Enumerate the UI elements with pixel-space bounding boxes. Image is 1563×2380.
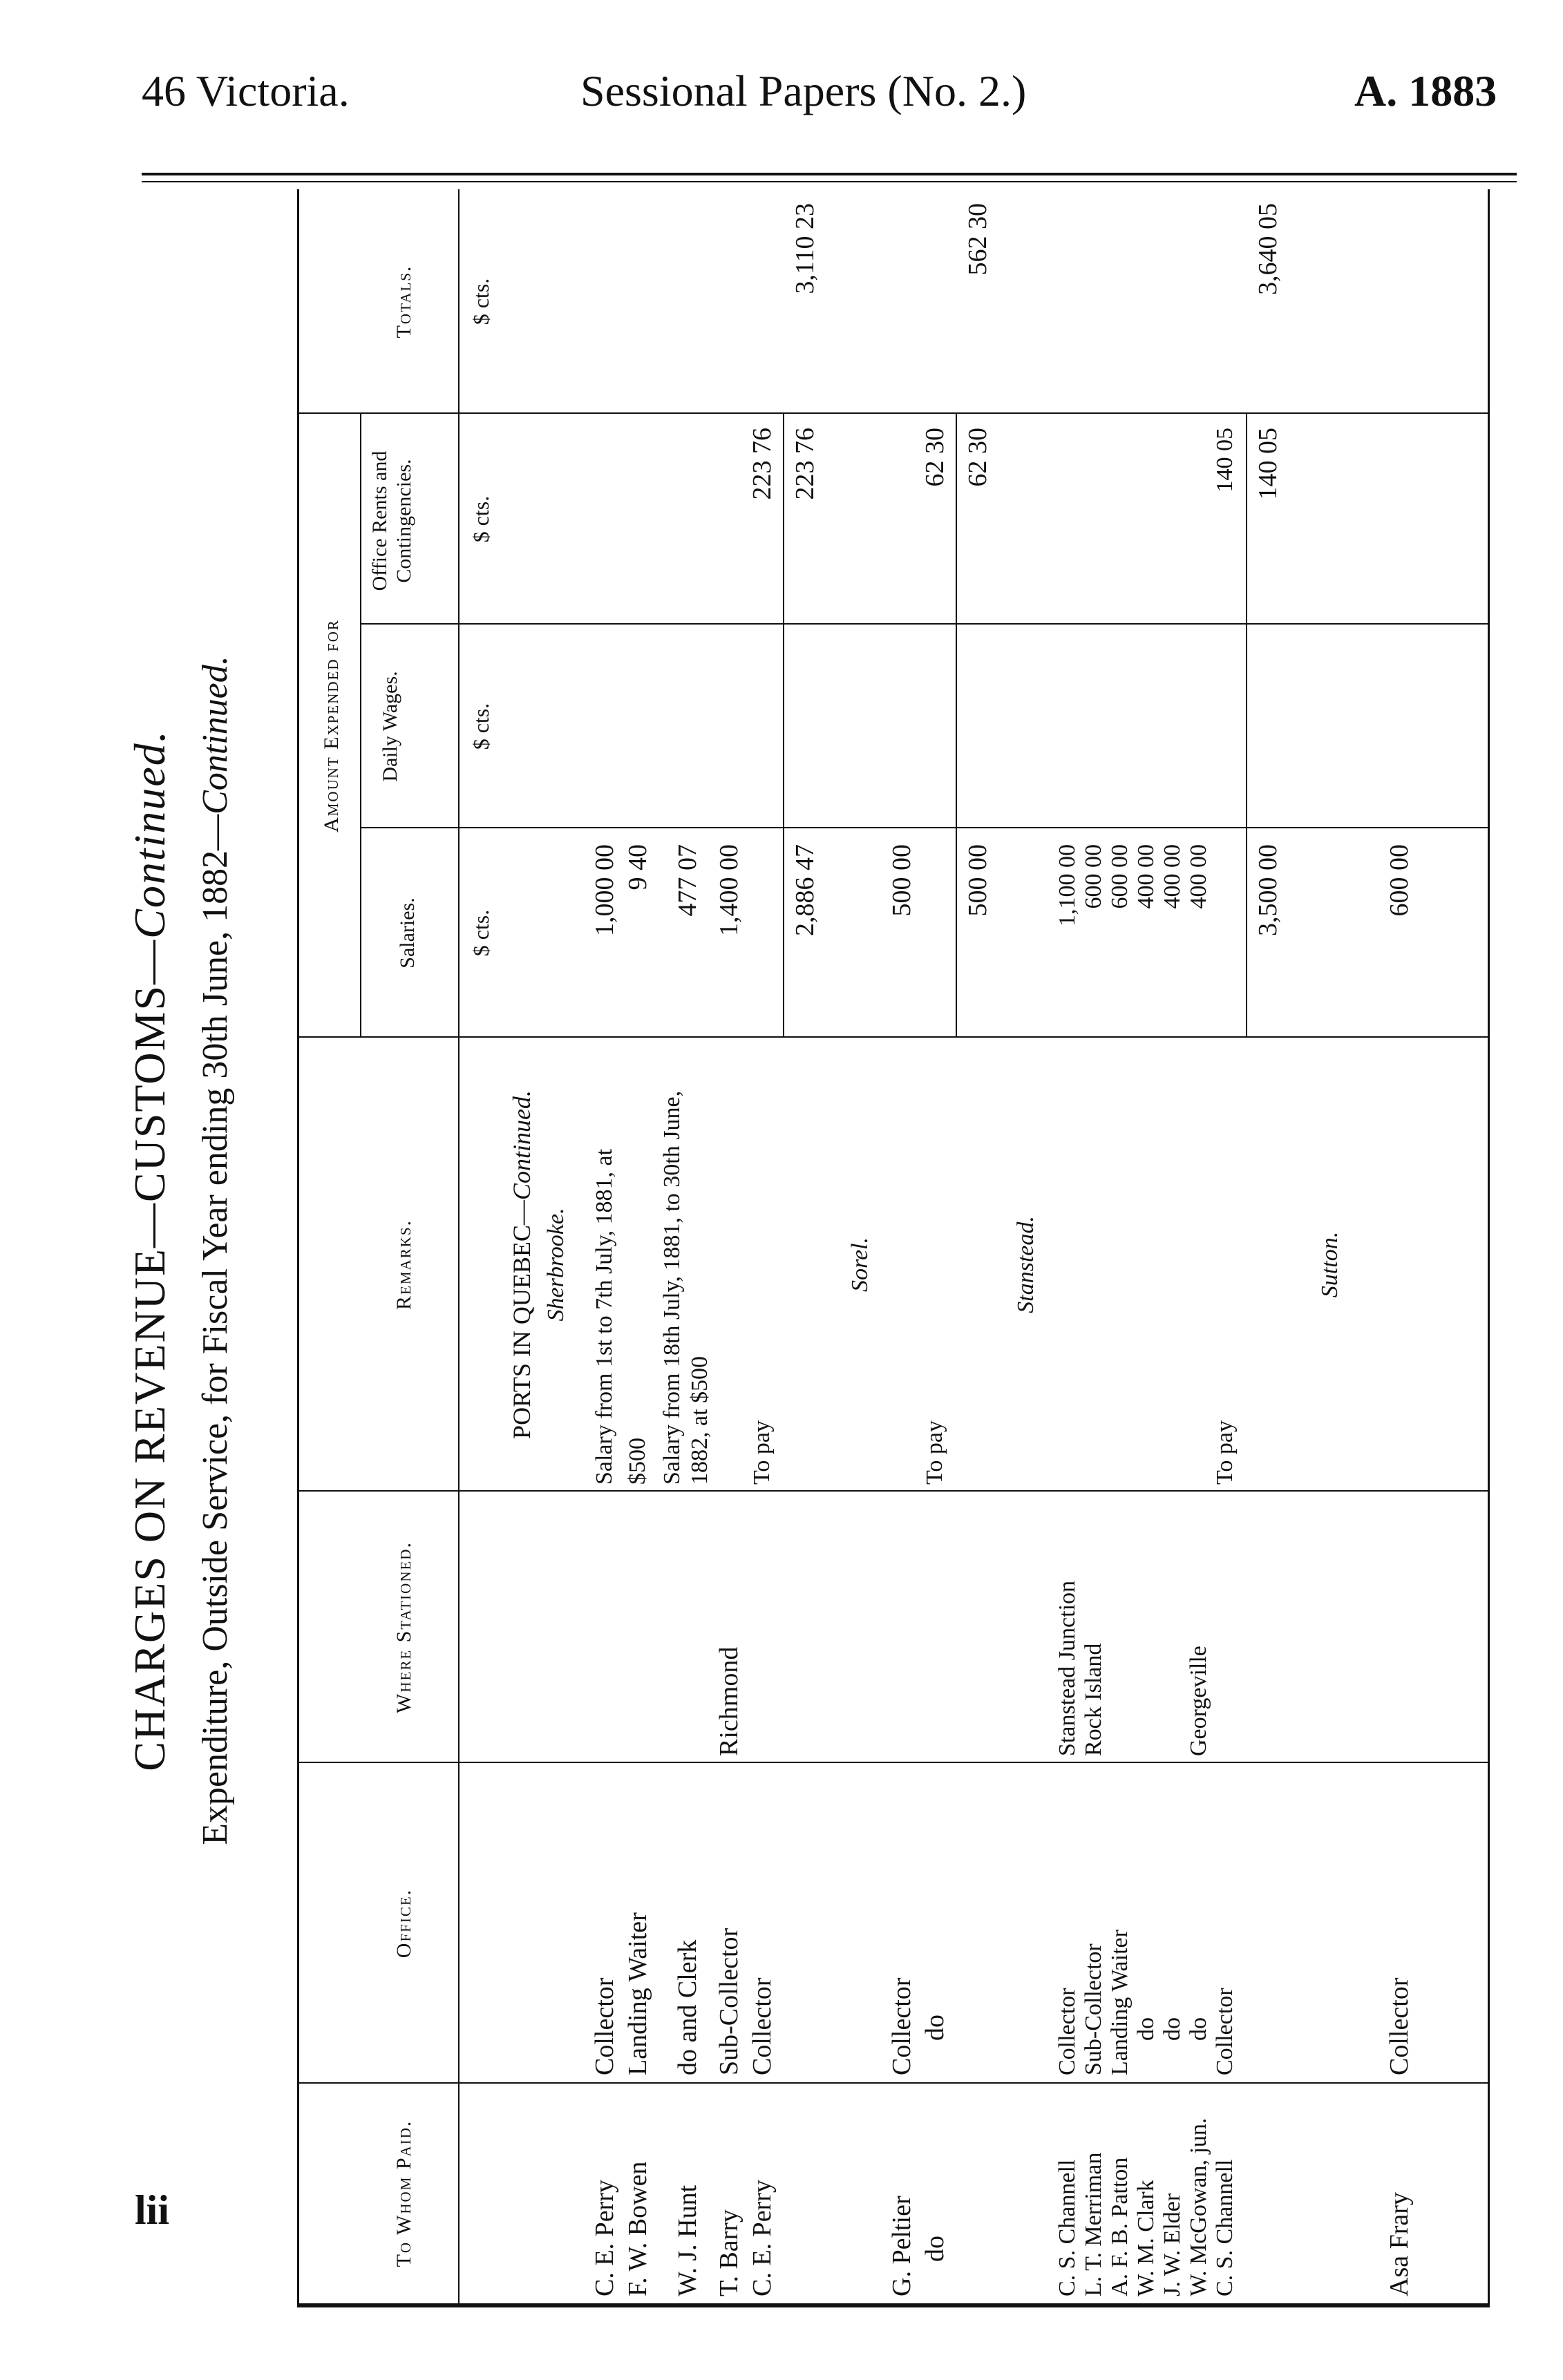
header-rule xyxy=(142,173,1517,175)
remarks: To pay xyxy=(749,1420,775,1485)
header-rule-thin xyxy=(142,181,1517,182)
rent-amount: 223 76 xyxy=(748,428,777,500)
salary-amount: 500 00 xyxy=(887,844,916,917)
paid-to: C. E. Perry xyxy=(590,2180,619,2296)
office: Collector xyxy=(887,1977,916,2075)
table-subtitle: Expenditure, Outside Service, for Fiscal Year ending 30th June, 1882—Continued. xyxy=(196,656,235,1845)
port-total: 562 30 xyxy=(963,203,992,276)
where-stationed: Richmond xyxy=(714,1646,743,1756)
subtotal-rents: 140 05 xyxy=(1253,428,1282,500)
paid-to: T. Barry xyxy=(714,2209,743,2296)
col-divider xyxy=(299,2082,1488,2084)
salary-amount: 1,400 00 xyxy=(714,844,743,936)
table-titles xyxy=(111,193,276,2307)
title-continued: Continued. xyxy=(125,730,174,939)
amount-header-divider xyxy=(360,414,361,1038)
col-header-where-stationed: Where Stationed. xyxy=(392,1541,415,1713)
paid-to: W. M. Clark xyxy=(1133,2180,1159,2296)
subtotal-salaries: 500 00 xyxy=(963,844,992,917)
office: Collector xyxy=(748,1977,777,2075)
subtotal-rule xyxy=(956,414,957,1038)
unit-daily-wages: $ cts. xyxy=(468,703,493,750)
office: Collector xyxy=(590,1977,619,2075)
paid-to: C. S. Channell xyxy=(1054,2159,1080,2296)
office: Sub-Collector xyxy=(1081,1943,1106,2075)
rent-amount: 62 30 xyxy=(920,428,949,487)
port-name-sherbrooke: Sherbrooke. xyxy=(543,1208,569,1322)
running-head xyxy=(0,66,1563,149)
running-head-center: Sessional Papers (No. 2.) xyxy=(580,66,1027,115)
office: Collector xyxy=(1054,1988,1080,2075)
rotated-table-page xyxy=(111,193,1520,2307)
paid-to: C. E. Perry xyxy=(748,2180,777,2296)
col-header-salaries: Salaries. xyxy=(396,897,419,969)
subtotal-rents: 223 76 xyxy=(790,428,820,500)
paid-to: C. S. Channell xyxy=(1212,2159,1238,2296)
table-title: CHARGES ON REVENUE—CUSTOMS—Continued. xyxy=(125,730,174,1771)
salary-amount: 1,100 00 xyxy=(1054,844,1080,926)
salary-amount: 600 00 xyxy=(1107,844,1133,909)
subtotal-salaries: 3,500 00 xyxy=(1253,844,1282,936)
paid-to: J. W. Elder xyxy=(1159,2193,1185,2296)
salary-amount: 477 07 xyxy=(673,844,702,917)
subtotal-rents: 62 30 xyxy=(963,428,992,487)
col-divider xyxy=(299,1490,1488,1492)
office: Landing Waiter xyxy=(1107,1930,1133,2075)
col-header-to-whom-paid: To Whom Paid. xyxy=(392,2120,415,2267)
paid-to: L. T. Merriman xyxy=(1081,2152,1106,2296)
port-name-sutton: Sutton. xyxy=(1317,1231,1343,1298)
where-stationed: Georgeville xyxy=(1186,1646,1211,1756)
col-divider xyxy=(299,1762,1488,1763)
col-header-amount-expended: Amount Expended for xyxy=(320,619,343,832)
unit-totals: $ cts. xyxy=(468,278,493,325)
port-total: 3,640 05 xyxy=(1253,203,1282,295)
office: Sub-Collector xyxy=(714,1927,743,2075)
col-divider xyxy=(360,827,1488,828)
office: do xyxy=(920,2015,949,2041)
col-header-daily-wages: Daily Wages. xyxy=(379,671,401,782)
paid-to: F. W. Bowen xyxy=(623,2161,652,2296)
salary-amount: 600 00 xyxy=(1385,844,1414,917)
page-folio: lii xyxy=(135,2187,170,2233)
remarks: Salary from 1st to 7th July, 1881, at xyxy=(591,1148,617,1485)
office: Collector xyxy=(1385,1977,1414,2075)
expenditure-table xyxy=(297,189,1490,2307)
running-head-left: 46 Victoria. xyxy=(142,66,350,115)
salary-amount: 400 00 xyxy=(1186,844,1211,909)
salary-amount: 600 00 xyxy=(1081,844,1106,909)
office: do xyxy=(1159,2017,1185,2041)
salary-amount: 400 00 xyxy=(1133,844,1159,909)
paid-to: W. J. Hunt xyxy=(673,2184,702,2296)
paid-to: W. McGowan, jun. xyxy=(1186,2117,1211,2296)
salary-amount: 400 00 xyxy=(1159,844,1185,909)
remarks: Salary from 18th July, 1881, to 30th June, 1882, at $500 xyxy=(659,1090,712,1485)
where-stationed: Rock Island xyxy=(1081,1643,1106,1756)
port-name-stanstead: Stanstead. xyxy=(1013,1216,1039,1313)
remarks: To pay xyxy=(922,1420,947,1485)
paid-to: A. F. B. Patton xyxy=(1107,2157,1133,2296)
office: do xyxy=(1186,2017,1211,2041)
header-divider xyxy=(458,189,460,2303)
paid-to: do xyxy=(920,2236,949,2262)
office: do xyxy=(1133,2017,1159,2041)
unit-salaries: $ cts. xyxy=(468,909,493,957)
remarks: To pay xyxy=(1212,1420,1238,1485)
paid-to: Asa Frary xyxy=(1385,2192,1414,2296)
rent-amount: 140 05 xyxy=(1212,428,1238,493)
paid-to: G. Peltier xyxy=(887,2196,916,2296)
subtotal-rule xyxy=(1246,414,1247,1038)
office: Landing Waiter xyxy=(623,1912,652,2075)
unit-office-rents: $ cts. xyxy=(468,495,493,543)
remarks: $500 xyxy=(625,1438,650,1485)
subtitle-continued: Continued. xyxy=(196,656,235,815)
subtotal-rule xyxy=(783,414,784,1038)
running-head-right: A. 1883 xyxy=(1354,66,1497,115)
col-header-office: Office. xyxy=(392,1888,415,1959)
office: Collector xyxy=(1212,1988,1238,2075)
office: do and Clerk xyxy=(673,1939,702,2075)
col-header-totals: Totals. xyxy=(392,265,415,339)
salary-amount: 1,000 00 xyxy=(590,844,619,936)
salary-amount: 9 40 xyxy=(623,844,652,891)
col-header-office-rents: Office Rents and Contingencies. xyxy=(368,450,415,591)
port-name-sorel: Sorel. xyxy=(847,1237,873,1293)
port-total: 3,110 23 xyxy=(790,203,820,294)
col-header-remarks: Remarks. xyxy=(392,1219,415,1311)
section-heading: PORTS IN QUEBEC—Continued. xyxy=(508,1090,536,1439)
subtotal-salaries: 2,886 47 xyxy=(790,844,820,936)
where-stationed: Stanstead Junction xyxy=(1054,1580,1080,1756)
